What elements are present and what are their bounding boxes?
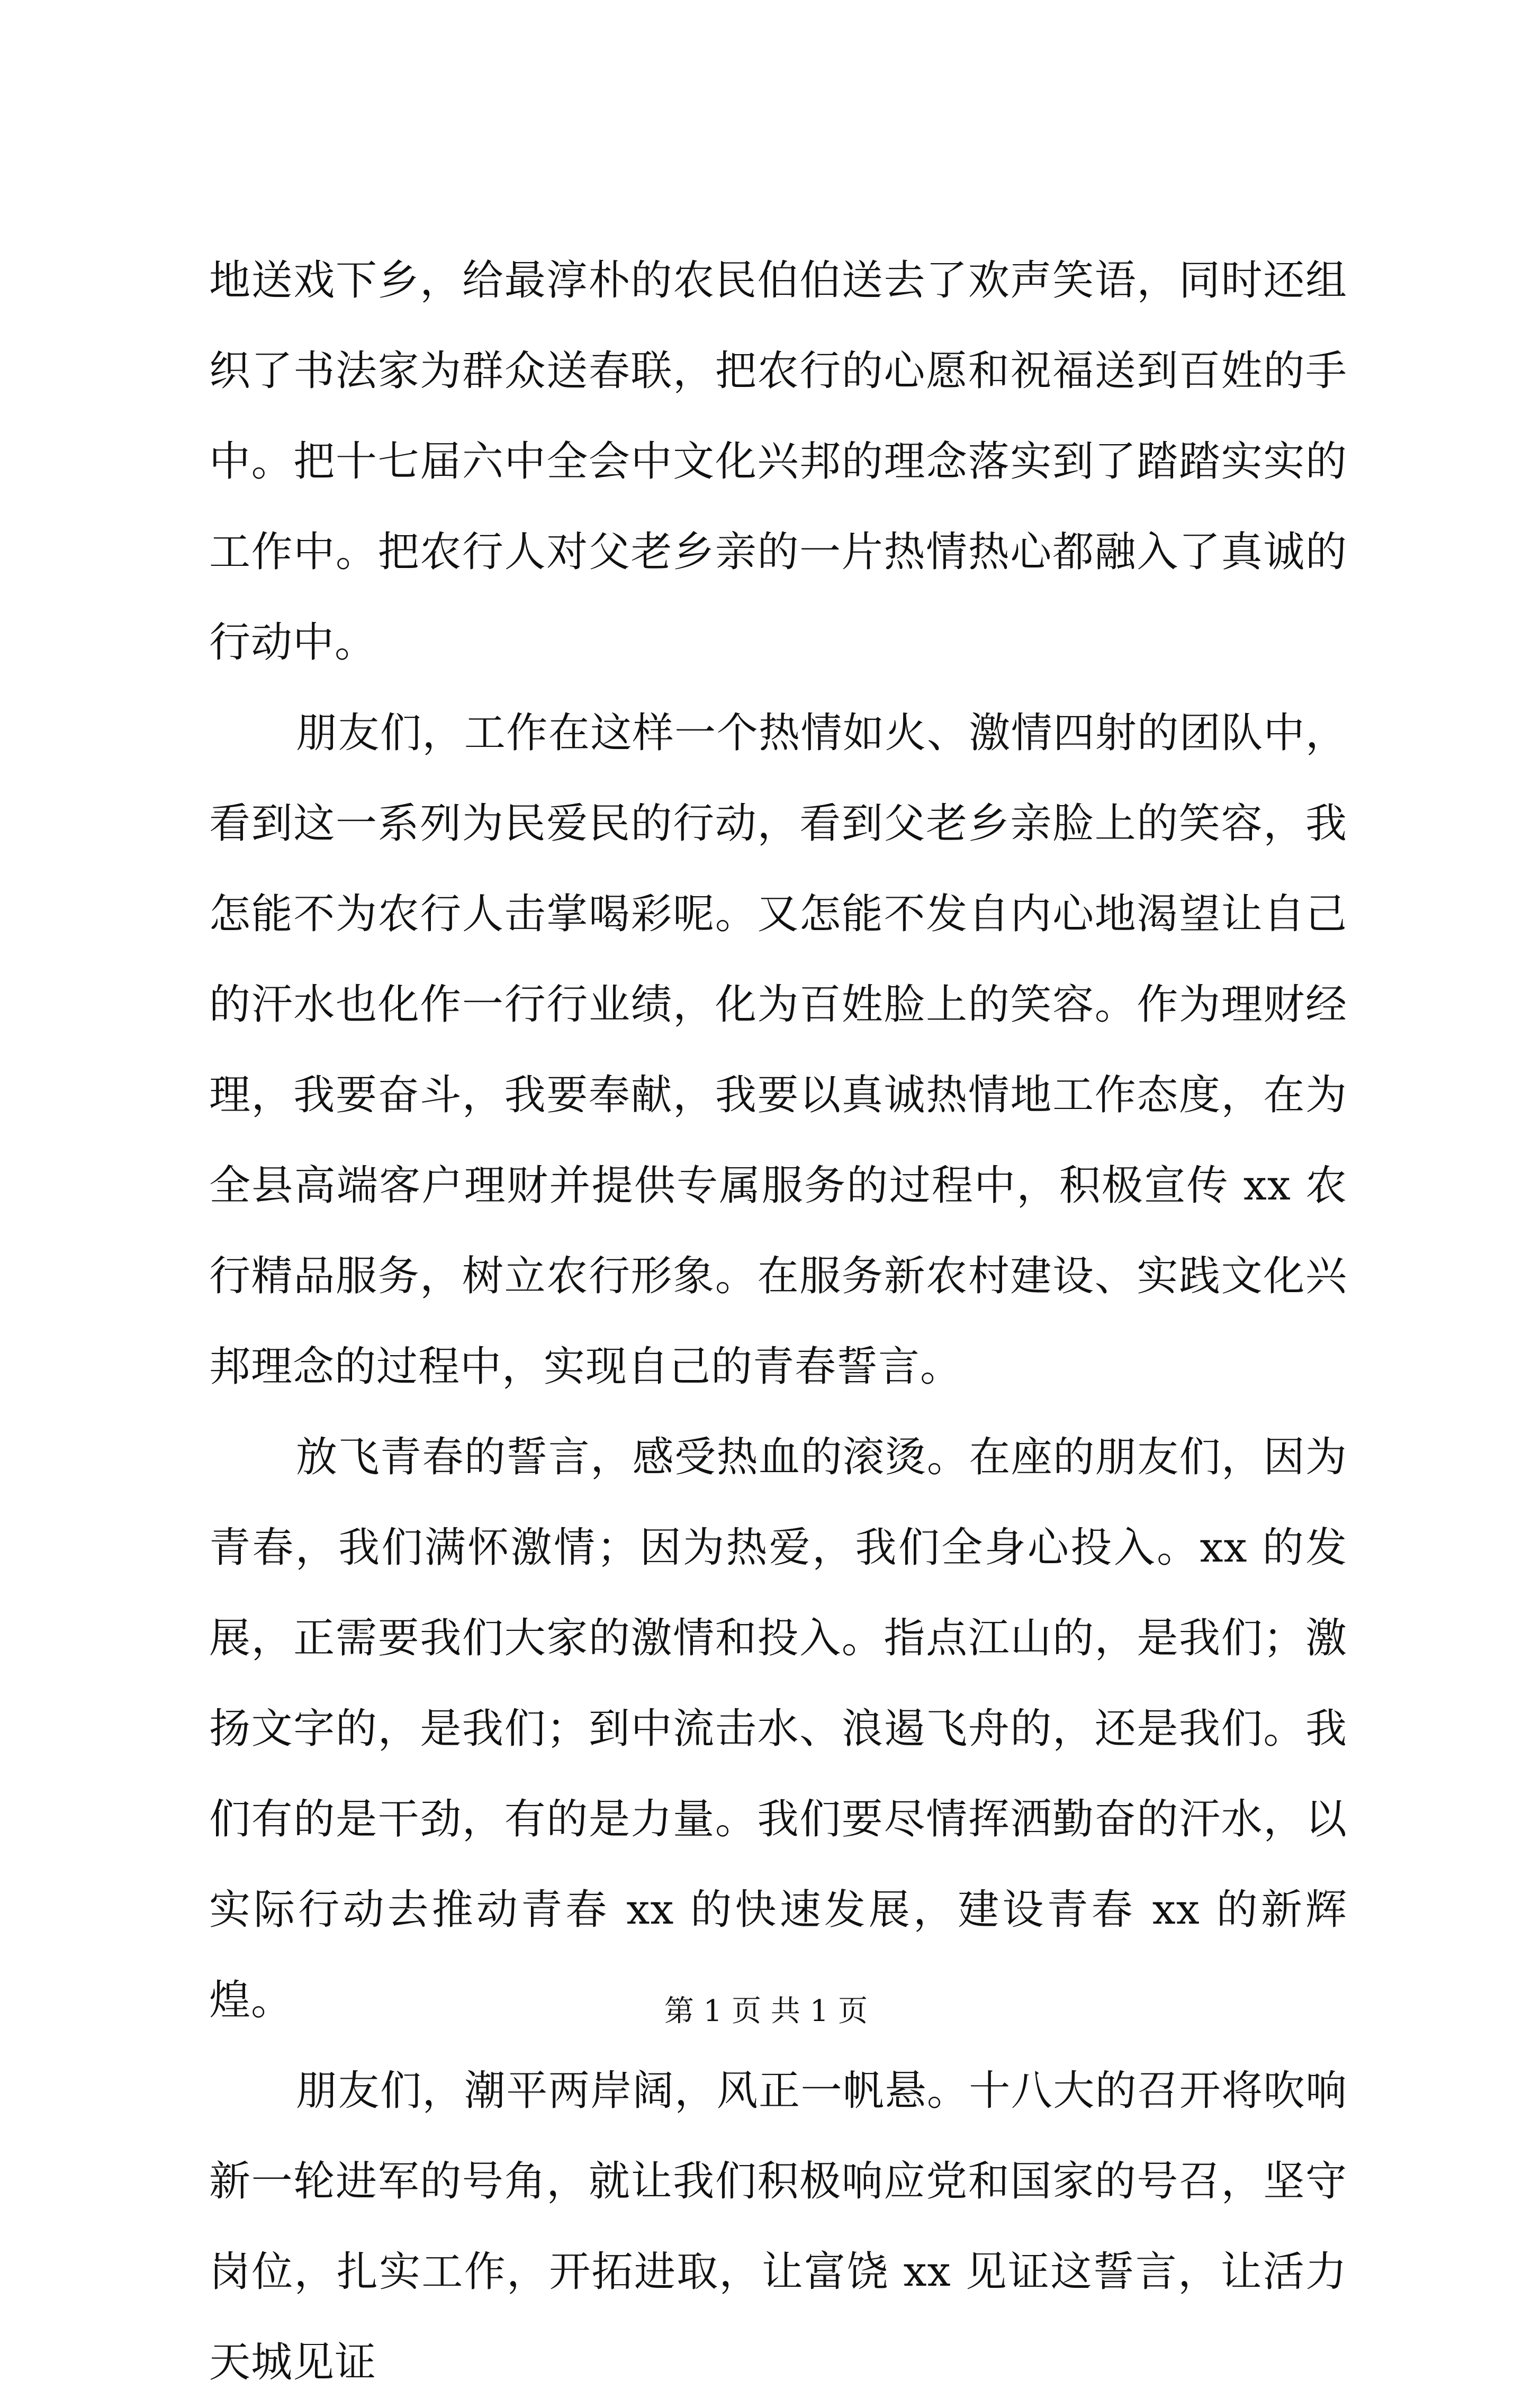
paragraph-4: 朋友们，潮平两岸阔，风正一帆悬。十八大的召开将吹响新一轮进军的号角，就让我们积极响应党和国家的号召，坚守岗位，扎实工作，开拓进取，让富饶 xx 见证这誓言，让活力天城见证	[209, 2067, 1347, 2386]
paragraph-1: 地送戏下乡，给最淳朴的农民伯伯送去了欢声笑语，同时还组织了书法家为群众送春联，把农行的心愿和祝福送到百姓的手中。把十七届六中全会中文化兴邦的理念落实到了踏踏实实的工作中。把农行人对父老乡亲的一片热情热心都融入了真诚的行动中。	[209, 257, 1347, 666]
paragraph-2: 朋友们，工作在这样一个热情如火、激情四射的团队中，看到这一系列为民爱民的行动，看到父老乡亲脸上的笑容，我怎能不为农行人击掌喝彩呢。又怎能不发自内心地渴望让自己的汗水也化作一行行业绩，化为百姓脸上的笑容。作为理财经理，我要奋斗，我要奉献，我要以真诚热情地工作态度，在为全县高端客户理财并提供专属服务的过程中，积极宣传 xx 农行精品服务，树立农行形象。在服务新农村建设、实践文化兴邦理念的过程中，实现自己的青春誓言。	[209, 709, 1347, 1391]
paragraph-3: 放飞青春的誓言，感受热血的滚烫。在座的朋友们，因为青春，我们满怀激情；因为热爱，我们全身心投入。xx 的发展，正需要我们大家的激情和投入。指点江山的，是我们；激扬文字的，是我们；到中流击水、浪遏飞舟的，还是我们。我们有的是干劲，有的是力量。我们要尽情挥洒勤奋的汗水，以实际行动去推动青春 xx 的快速发展，建设青春 xx 的新辉煌。	[209, 1433, 1347, 2024]
document-body	[209, 236, 1347, 2408]
page-footer: 第 1 页 共 1 页	[664, 1994, 868, 2028]
